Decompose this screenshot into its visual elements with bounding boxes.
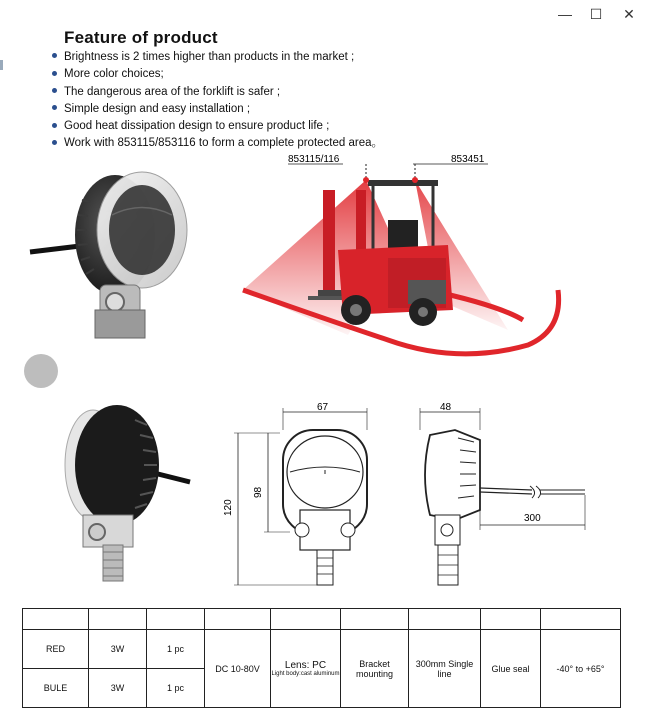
bullet-icon [52, 53, 57, 58]
feature-text: Good heat dissipation design to ensure product life ; [64, 120, 330, 133]
forklift-illustration [238, 150, 568, 390]
material-cell [271, 630, 341, 708]
bullet-icon [52, 88, 57, 93]
window-titlebar [0, 0, 645, 28]
feature-item [52, 118, 383, 135]
bullet-icon [52, 123, 57, 128]
lamp-photo-front [20, 160, 200, 360]
maximize-icon: ☐ [589, 6, 603, 22]
feature-text: More color choices; [64, 68, 164, 81]
qty-cell: 1 pc [147, 669, 205, 708]
power-cell: 3W [89, 669, 147, 708]
feature-text: The dangerous area of the forklift is safer ; [64, 85, 281, 98]
table-cell [409, 609, 481, 630]
feature-item [52, 49, 383, 66]
cable-cell: 300mm Single line [409, 630, 481, 708]
close-button[interactable] [617, 4, 641, 24]
page-title: Feature of product [64, 28, 218, 47]
minimize-icon: — [558, 6, 572, 22]
feature-item [52, 101, 383, 118]
table-header-row [23, 609, 621, 630]
dimension-drawing-side [400, 400, 600, 590]
table-cell [341, 609, 409, 630]
feature-list [52, 49, 383, 153]
table-cell [23, 609, 89, 630]
feature-text: Simple design and easy installation ; [64, 102, 251, 115]
page-edge-marker [0, 60, 3, 70]
feature-text: Work with 853115/853116 to form a complete protected area。 [64, 137, 383, 150]
sensor-label-left: 853115/116 [288, 154, 340, 165]
table-cell [481, 609, 541, 630]
color-cell: BULE [23, 669, 89, 708]
minimize-button[interactable] [553, 4, 577, 24]
dim-width-label: 67 [317, 402, 329, 413]
dimension-drawing-front [220, 400, 400, 590]
close-icon: ✕ [623, 6, 635, 22]
power-cell: 3W [89, 630, 147, 669]
table-cell [89, 609, 147, 630]
bullet-icon [52, 71, 57, 76]
feature-item [52, 66, 383, 83]
qty-cell: 1 pc [147, 630, 205, 669]
dim-height-total-label: 120 [223, 499, 234, 516]
feature-item [52, 84, 383, 101]
seal-cell: Glue seal [481, 630, 541, 708]
color-cell: RED [23, 630, 89, 669]
dim-cable-label: 300 [524, 513, 541, 524]
body-material-text: Light body:cast aluminum [271, 671, 340, 677]
lamp-photo-side [55, 400, 195, 585]
lens-text: Lens: PC [284, 660, 327, 671]
color-swatch-circle [24, 354, 58, 388]
voltage-cell: DC 10-80V [205, 630, 271, 708]
mounting-cell: Bracket mounting [341, 630, 409, 708]
table-cell [205, 609, 271, 630]
spec-table [22, 608, 621, 708]
table-cell [147, 609, 205, 630]
dim-depth-label: 48 [440, 402, 452, 413]
bullet-icon [52, 140, 57, 145]
temperature-cell: -40° to +65° [541, 630, 621, 708]
table-cell [541, 609, 621, 630]
feature-text: Brightness is 2 times higher than products in the market ; [64, 51, 355, 63]
sensor-label-right: 853451 [451, 154, 485, 165]
table-row [23, 630, 621, 669]
maximize-button[interactable] [584, 4, 608, 24]
bullet-icon [52, 105, 57, 110]
dim-height-body-label: 98 [253, 486, 264, 498]
table-cell [271, 609, 341, 630]
